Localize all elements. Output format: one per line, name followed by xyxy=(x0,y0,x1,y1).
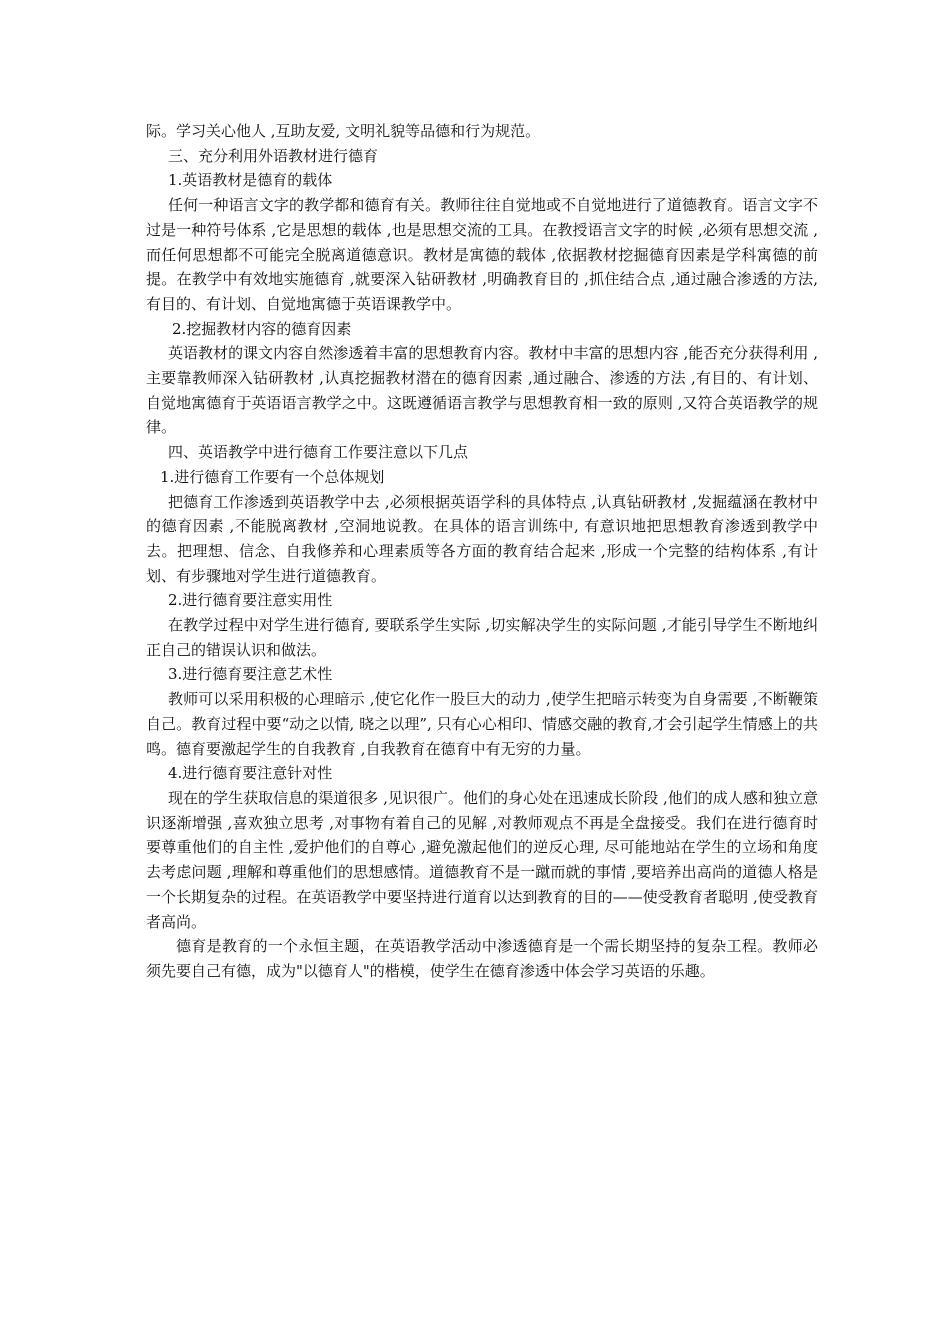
subheading-4-2: 2.进行德育要注意实用性 xyxy=(168,591,333,610)
section-heading-4: 四、英语教学中进行德育工作要注意以下几点 xyxy=(168,443,469,462)
subheading-3-1: 1.英语教材是德育的载体 xyxy=(168,171,333,190)
subheading-4-1: 1.进行德育工作要有一个总体规划 xyxy=(160,467,385,486)
subheading-4-4: 4.进行德育要注意针对性 xyxy=(168,764,333,783)
paragraph-3-2: 英语教材的课文内容自然渗透着丰富的思想教育内容。教材中丰富的思想内容 ,能否充分获得利用 ,主要靠教师深入钻研教材 ,认真挖掘教材潜在的德育因素 ,通过融合、渗透的方法 ,有目的、有计划、自觉地寓德育于英语语言教学之中。这既遵循语言教学与思想教育相一致的原则 ,又符合英语教学的规律。 xyxy=(146,344,818,437)
paragraph-continuation: 际。学习关心他人 ,互助友爱, 文明礼貌等品德和行为规范。 xyxy=(146,122,541,140)
paragraph-4-3: 教师可以采用积极的心理暗示 ,使它化作一股巨大的动力 ,使学生把暗示转变为自身需要 ,不断鞭策自己。教育过程中要“动之以情, 晓之以理”, 只有心心相印、情感交融的教育,才会引起学生情感上的共鸣。德育要激起学生的自我教育 ,自我教育在德育中有无穷的力量。 xyxy=(146,690,818,758)
paragraph-conclusion: 德育是教育的一个永恒主题，在英语教学活动中渗透德育是一个需长期坚持的复杂工程。教师必须先要自己有德，成为"以德育人"的楷模，使学生在德育渗透中体会学习英语的乐趣。 xyxy=(146,937,818,980)
paragraph-3-1: 任何一种语言文字的教学都和德育有关。教师往往自觉地或不自觉地进行了道德教育。语言文字不过是一种符号体系 ,它是思想的载体 ,也是思想交流的工具。在教授语言文字的时候 ,必须有思想交流 ,而任何思想都不可能完全脱离道德意识。教材是寓德的载体 ,依据教材挖掘德育因素是学科寓德的前提。在教学中有效地实施德育 ,就要深入钻研教材 ,明确教育目的 ,抓住结合点 ,通过融合渗透的方法, 有目的、有计划、自觉地寓德于英语课教学中。 xyxy=(146,196,818,313)
paragraph-4-4: 现在的学生获取信息的渠道很多 ,见识很广。他们的身心处在迅速成长阶段 ,他们的成人感和独立意识逐渐增强 ,喜欢独立思考 ,对事物有着自己的见解 ,对教师观点不再是全盘接受。我们在进行德育时要尊重他们的自主性 ,爱护他们的自尊心 ,避免激起他们的逆反心理, 尽可能地站在学生的立场和角度去考虑问题 ,理解和尊重他们的思想感情。道德教育不是一蹴而就的事情 ,要培养出高尚的道德人格是一个长期复杂的过程。在英语教学中要坚持进行道育以达到教育的目的——使受教育者聪明 ,使受教育者高尚。 xyxy=(146,788,818,931)
paragraph-4-1: 把德育工作渗透到英语教学中去 ,必须根据英语学科的具体特点 ,认真钻研教材 ,发掘蕴涵在教材中的德育因素 ,不能脱离教材 ,空洞地说教。在具体的语言训练中, 有意识地把思想教育渗透到教学中去。把理想、信念、自我修养和心理素质等各方面的教育结合起来 ,形成一个完整的结构体系 ,有计划、有步骤地对学生进行道德教育。 xyxy=(146,492,818,585)
paragraph-4-2: 在教学过程中对学生进行德育, 要联系学生实际 ,切实解决学生的实际问题 ,才能引导学生不断地纠正自己的错误认识和做法。 xyxy=(146,616,818,659)
subheading-4-3: 3.进行德育要注意艺术性 xyxy=(168,665,333,684)
document-body xyxy=(146,119,818,984)
section-heading-3: 三、充分利用外语教材进行德育 xyxy=(168,146,379,165)
subheading-3-2: 2.挖掘教材内容的德育因素 xyxy=(172,319,352,338)
